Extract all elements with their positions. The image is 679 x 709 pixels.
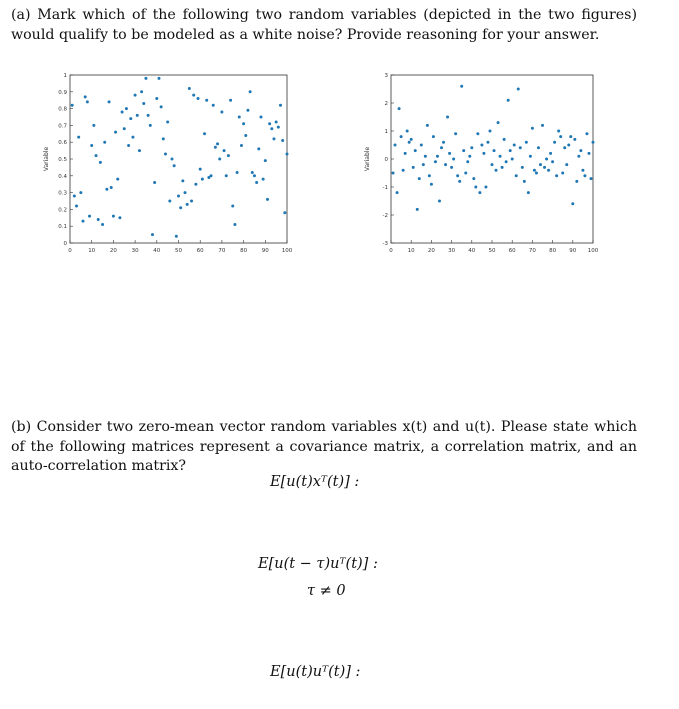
chart-2-point [400, 135, 403, 138]
chart-2-point [452, 158, 455, 161]
chart-2-point [583, 174, 586, 177]
chart-2-xtick-label: 70 [528, 248, 536, 254]
chart-2-point [488, 130, 491, 133]
chart-1-point [138, 149, 141, 152]
chart-2-point [424, 155, 427, 158]
chart-1-ytick-label: 0.9 [58, 89, 67, 96]
chart-1-point [164, 152, 167, 155]
chart-2-point [511, 158, 514, 161]
chart-2-point [480, 144, 483, 147]
chart-2-point [434, 160, 437, 163]
chart-1-point [244, 134, 247, 137]
chart-1-xtick-label: 30 [131, 248, 139, 254]
chart-2-point [482, 152, 485, 155]
chart-2-point [468, 155, 471, 158]
chart-1-point [162, 137, 165, 140]
chart-1-point [92, 124, 95, 127]
chart-1-point [268, 122, 271, 125]
chart-2-point [436, 155, 439, 158]
chart-2-point [537, 146, 540, 149]
chart-2-point [402, 169, 405, 172]
chart-2-ytick-label: 0 [384, 157, 388, 163]
chart-2-xtick-label: 20 [427, 248, 435, 254]
chart-1-point [121, 110, 124, 113]
chart-1-point [238, 116, 241, 119]
chart-1-point [201, 178, 204, 181]
chart-2-point [410, 138, 413, 141]
chart-1-point [86, 100, 89, 103]
chart-1-plot [43, 73, 293, 254]
chart-1-ytick-label: 0.7 [58, 123, 67, 130]
chart-1-ytick-label: 0 [63, 241, 67, 247]
chart-1-ytick-label: 0.3 [58, 190, 67, 197]
chart-2-point [551, 160, 554, 163]
chart-1-point [210, 174, 213, 177]
chart-2-point [571, 202, 574, 205]
chart-2-point [547, 169, 550, 172]
chart-1-xtick-label: 0 [68, 248, 72, 254]
chart-1-point [127, 144, 130, 147]
chart-2-point [529, 155, 532, 158]
chart-1-point [134, 94, 137, 97]
chart-2-point [442, 141, 445, 144]
chart-1-point [175, 235, 178, 238]
chart-1-xtick-label: 80 [240, 248, 248, 254]
chart-2-point [535, 172, 538, 175]
chart-1-point [173, 164, 176, 167]
chart-1-point [277, 126, 280, 129]
chart-1-point [90, 144, 93, 147]
chart-1-point [255, 181, 258, 184]
chart-1-point [123, 127, 126, 130]
chart-2-point [497, 121, 500, 124]
chart-1-point [249, 90, 252, 93]
chart-1-point [75, 205, 78, 208]
chart-1-point [272, 137, 275, 140]
chart-1-ytick-label: 0.2 [58, 207, 67, 214]
chart-1-ylabel: Variable [43, 146, 50, 172]
chart-2-ytick-label: 1 [384, 129, 388, 135]
chart-1-point [192, 94, 195, 97]
chart-1-xtick-label: 70 [218, 248, 226, 254]
equation-auto-correlation-lag: E[u(t − τ)uᵀ(t)] : [258, 556, 378, 572]
chart-2-point [493, 149, 496, 152]
chart-2-point [448, 152, 451, 155]
chart-2-point [519, 146, 522, 149]
chart-1-point [203, 132, 206, 135]
chart-2-point [478, 191, 481, 194]
chart-1-point [79, 191, 82, 194]
chart-1-point [110, 186, 113, 189]
chart-2-point [589, 177, 592, 180]
chart-1-ytick-label: 0.8 [58, 106, 67, 113]
chart-1-point [103, 141, 106, 144]
chart-1-point [194, 183, 197, 186]
chart-1-point [82, 220, 85, 223]
chart-1-point [95, 154, 98, 157]
chart-1-point [231, 205, 234, 208]
chart-2-point [426, 124, 429, 127]
part-b-question: (b) Consider two zero-mean vector random variables x(t) and u(t). Please state which of the following matrices represent a covariance matrix, a correlation matrix, and an auto-correlation matrix? [11, 419, 637, 474]
chart-2-point [531, 127, 534, 130]
chart-2-xtick-label: 80 [549, 248, 557, 254]
chart-2-point [545, 158, 548, 161]
chart-2-point [462, 149, 465, 152]
chart-1-point [71, 104, 74, 107]
equation-auto-correlation: E[u(t)uᵀ(t)] : [270, 664, 361, 680]
chart-1-point [149, 124, 152, 127]
chart-1-point [223, 149, 226, 152]
chart-1-point [242, 122, 245, 125]
chart-1-point [240, 144, 243, 147]
chart-2-point [398, 107, 401, 110]
chart-1-point [281, 139, 284, 142]
chart-1-frame [70, 75, 287, 243]
chart-1-point [125, 107, 128, 110]
chart-1-point [170, 158, 173, 161]
chart-1-point [181, 179, 184, 182]
chart-1-point [216, 142, 219, 145]
chart-1-xtick-label: 10 [88, 248, 96, 254]
chart-1-point [114, 131, 117, 134]
chart-2-point [432, 135, 435, 138]
chart-2-point [501, 166, 504, 169]
chart-2-xtick-label: 100 [587, 248, 599, 254]
chart-2-xtick-label: 90 [569, 248, 577, 254]
chart-1-point [264, 159, 267, 162]
chart-2-point [394, 144, 397, 147]
chart-2-ytick-label: -3 [382, 241, 388, 247]
chart-1-point [246, 109, 249, 112]
chart-1-ytick-label: 0.5 [58, 157, 67, 163]
chart-1-point [205, 99, 208, 102]
chart-1-point [266, 198, 269, 201]
chart-2-point [561, 172, 564, 175]
chart-2-ytick-label: 2 [384, 101, 388, 107]
chart-2-xtick-label: 30 [448, 248, 456, 254]
chart-1-point [112, 215, 115, 218]
chart-2-point [579, 149, 582, 152]
chart-1-point [259, 116, 262, 119]
chart-2-point [474, 186, 477, 189]
chart-2-point [549, 152, 552, 155]
chart-2-point [587, 152, 590, 155]
chart-2-point [567, 144, 570, 147]
chart-2-point [507, 99, 510, 102]
chart-2-point [486, 141, 489, 144]
chart-1-point [118, 216, 121, 219]
chart-1-point [197, 97, 200, 100]
chart-1-point [220, 110, 223, 113]
chart-1-point [157, 77, 160, 80]
chart-1-xtick-label: 40 [153, 248, 161, 254]
chart-2-point [513, 144, 516, 147]
chart-1-ytick-label: 1 [63, 73, 67, 79]
chart-1-point [233, 223, 236, 226]
chart-1-ytick-label: 0.1 [58, 224, 67, 231]
chart-1-point [251, 171, 254, 174]
chart-1-point [144, 77, 147, 80]
chart-2-point [559, 135, 562, 138]
chart-2-ytick-label: 3 [384, 73, 388, 79]
chart-1-point [214, 146, 217, 149]
chart-2-point [565, 163, 568, 166]
chart-2-point [472, 177, 475, 180]
chart-1-point [136, 114, 139, 117]
chart-2-point [416, 208, 419, 211]
chart-2-point [392, 172, 395, 175]
chart-2-point [543, 166, 546, 169]
chart-1-point [105, 188, 108, 191]
chart-1-point [199, 168, 202, 171]
chart-1-point [73, 194, 76, 197]
chart-2-point [414, 149, 417, 152]
chart-1-point [190, 200, 193, 203]
chart-2-point [450, 166, 453, 169]
chart-1-point [77, 136, 80, 139]
chart-1-point [286, 152, 289, 155]
chart-1-point [283, 211, 286, 214]
part-a-question: (a) Mark which of the following two random variables (depicted in the two figures) would qualify to be modeled as a white noise? Provide reasoning for your answer. [11, 7, 637, 43]
chart-2-ylabel: Variable [364, 146, 371, 172]
chart-1-point [225, 174, 228, 177]
chart-2-point [404, 152, 407, 155]
chart-1-point [101, 223, 104, 226]
chart-1-point [184, 191, 187, 194]
chart-2-point [581, 169, 584, 172]
chart-1-point [84, 95, 87, 98]
chart-2-point [573, 138, 576, 141]
chart-2-point [515, 174, 518, 177]
chart-2-point [454, 132, 457, 135]
chart-1-xtick-label: 60 [196, 248, 204, 254]
chart-1-point [275, 121, 278, 124]
chart-1-ytick-label: 0.4 [58, 173, 67, 180]
chart-2-point [476, 132, 479, 135]
chart-2-point [517, 88, 520, 91]
chart-2-point [569, 135, 572, 138]
chart-2-point [491, 163, 494, 166]
chart-1-point [88, 215, 91, 218]
chart-1-point [279, 104, 282, 107]
chart-1-point [227, 154, 230, 157]
chart-1-point [99, 161, 102, 164]
chart-2-xtick-label: 10 [407, 248, 415, 254]
chart-1-point [97, 218, 100, 221]
chart-2-point [541, 124, 544, 127]
chart-1-point [142, 102, 145, 105]
chart-2-point [499, 155, 502, 158]
chart-2-xtick-label: 60 [508, 248, 516, 254]
chart-2-point [555, 174, 558, 177]
chart-2-point [527, 191, 530, 194]
chart-1-point [212, 104, 215, 107]
chart-2-point [418, 177, 421, 180]
chart-1-point [270, 127, 273, 130]
chart-2-point [422, 163, 425, 166]
chart-2-xtick-label: 0 [389, 248, 393, 254]
chart-2-plot [364, 73, 599, 254]
chart-1-point [188, 87, 191, 90]
chart-1-point [166, 121, 169, 124]
chart-1-point [253, 174, 256, 177]
chart-2-point [585, 132, 588, 135]
chart-2-ytick-label: -1 [382, 185, 388, 191]
chart-1-point [151, 233, 154, 236]
chart-2-xtick-label: 50 [488, 248, 496, 254]
chart-1-xtick-label: 100 [281, 248, 293, 254]
chart-1-point [236, 171, 239, 174]
chart-2-point [430, 183, 433, 186]
chart-1-ytick-label: 0.6 [58, 140, 67, 147]
chart-1-xtick-label: 50 [175, 248, 182, 254]
chart-1-point [108, 100, 111, 103]
chart-2-point [592, 141, 595, 144]
chart-1-point [129, 117, 132, 120]
chart-2-point [428, 174, 431, 177]
chart-2-point [533, 169, 536, 172]
chart-2-frame [391, 75, 593, 243]
chart-2-point [460, 85, 463, 88]
chart-1-point [179, 206, 182, 209]
chart-1-point [140, 90, 143, 93]
chart-2-point [456, 174, 459, 177]
chart-2-point [509, 149, 512, 152]
chart-2-point [412, 166, 415, 169]
chart-2-point [505, 160, 508, 163]
chart-1-point [218, 158, 221, 161]
chart-1-point [257, 147, 260, 150]
equation-cross-covariance: E[u(t)xᵀ(t)] : [270, 474, 360, 490]
chart-2-point [408, 141, 411, 144]
chart-2-point [406, 130, 409, 133]
chart-2-point [575, 180, 578, 183]
chart-2-point [577, 155, 580, 158]
chart-1-point [229, 99, 232, 102]
chart-1-xtick-label: 20 [109, 248, 117, 254]
chart-2-ytick-label: -2 [382, 213, 388, 219]
chart-1-point [116, 178, 119, 181]
chart-2-point [420, 144, 423, 147]
chart-2-point [438, 200, 441, 203]
chart-2-point [446, 116, 449, 119]
chart-2-point [466, 160, 469, 163]
chart-2-point [470, 146, 473, 149]
chart-2-point [521, 166, 524, 169]
equation-lag-condition: τ ≠ 0 [307, 583, 346, 599]
chart-1-point [160, 105, 163, 108]
chart-2-point [503, 138, 506, 141]
chart-2-point [440, 146, 443, 149]
chart-2-point [484, 186, 487, 189]
chart-1-point [131, 136, 134, 139]
chart-2-point [563, 146, 566, 149]
chart-2-point [464, 172, 467, 175]
chart-1-point [147, 114, 150, 117]
chart-1-point [155, 97, 158, 100]
chart-1-xtick-label: 90 [261, 248, 269, 254]
chart-2-point [444, 163, 447, 166]
chart-2-point [458, 180, 461, 183]
chart-1-point [168, 200, 171, 203]
chart-2-point [553, 141, 556, 144]
chart-2-point [525, 141, 528, 144]
chart-2-point [539, 163, 542, 166]
chart-2-point [495, 169, 498, 172]
chart-1-point [153, 181, 156, 184]
chart-2-xtick-label: 40 [468, 248, 476, 254]
chart-1-point [186, 203, 189, 206]
chart-2-point [557, 130, 560, 133]
chart-1-point [177, 194, 180, 197]
chart-2-point [523, 180, 526, 183]
chart-1-point [262, 178, 265, 181]
chart-2-point [396, 191, 399, 194]
